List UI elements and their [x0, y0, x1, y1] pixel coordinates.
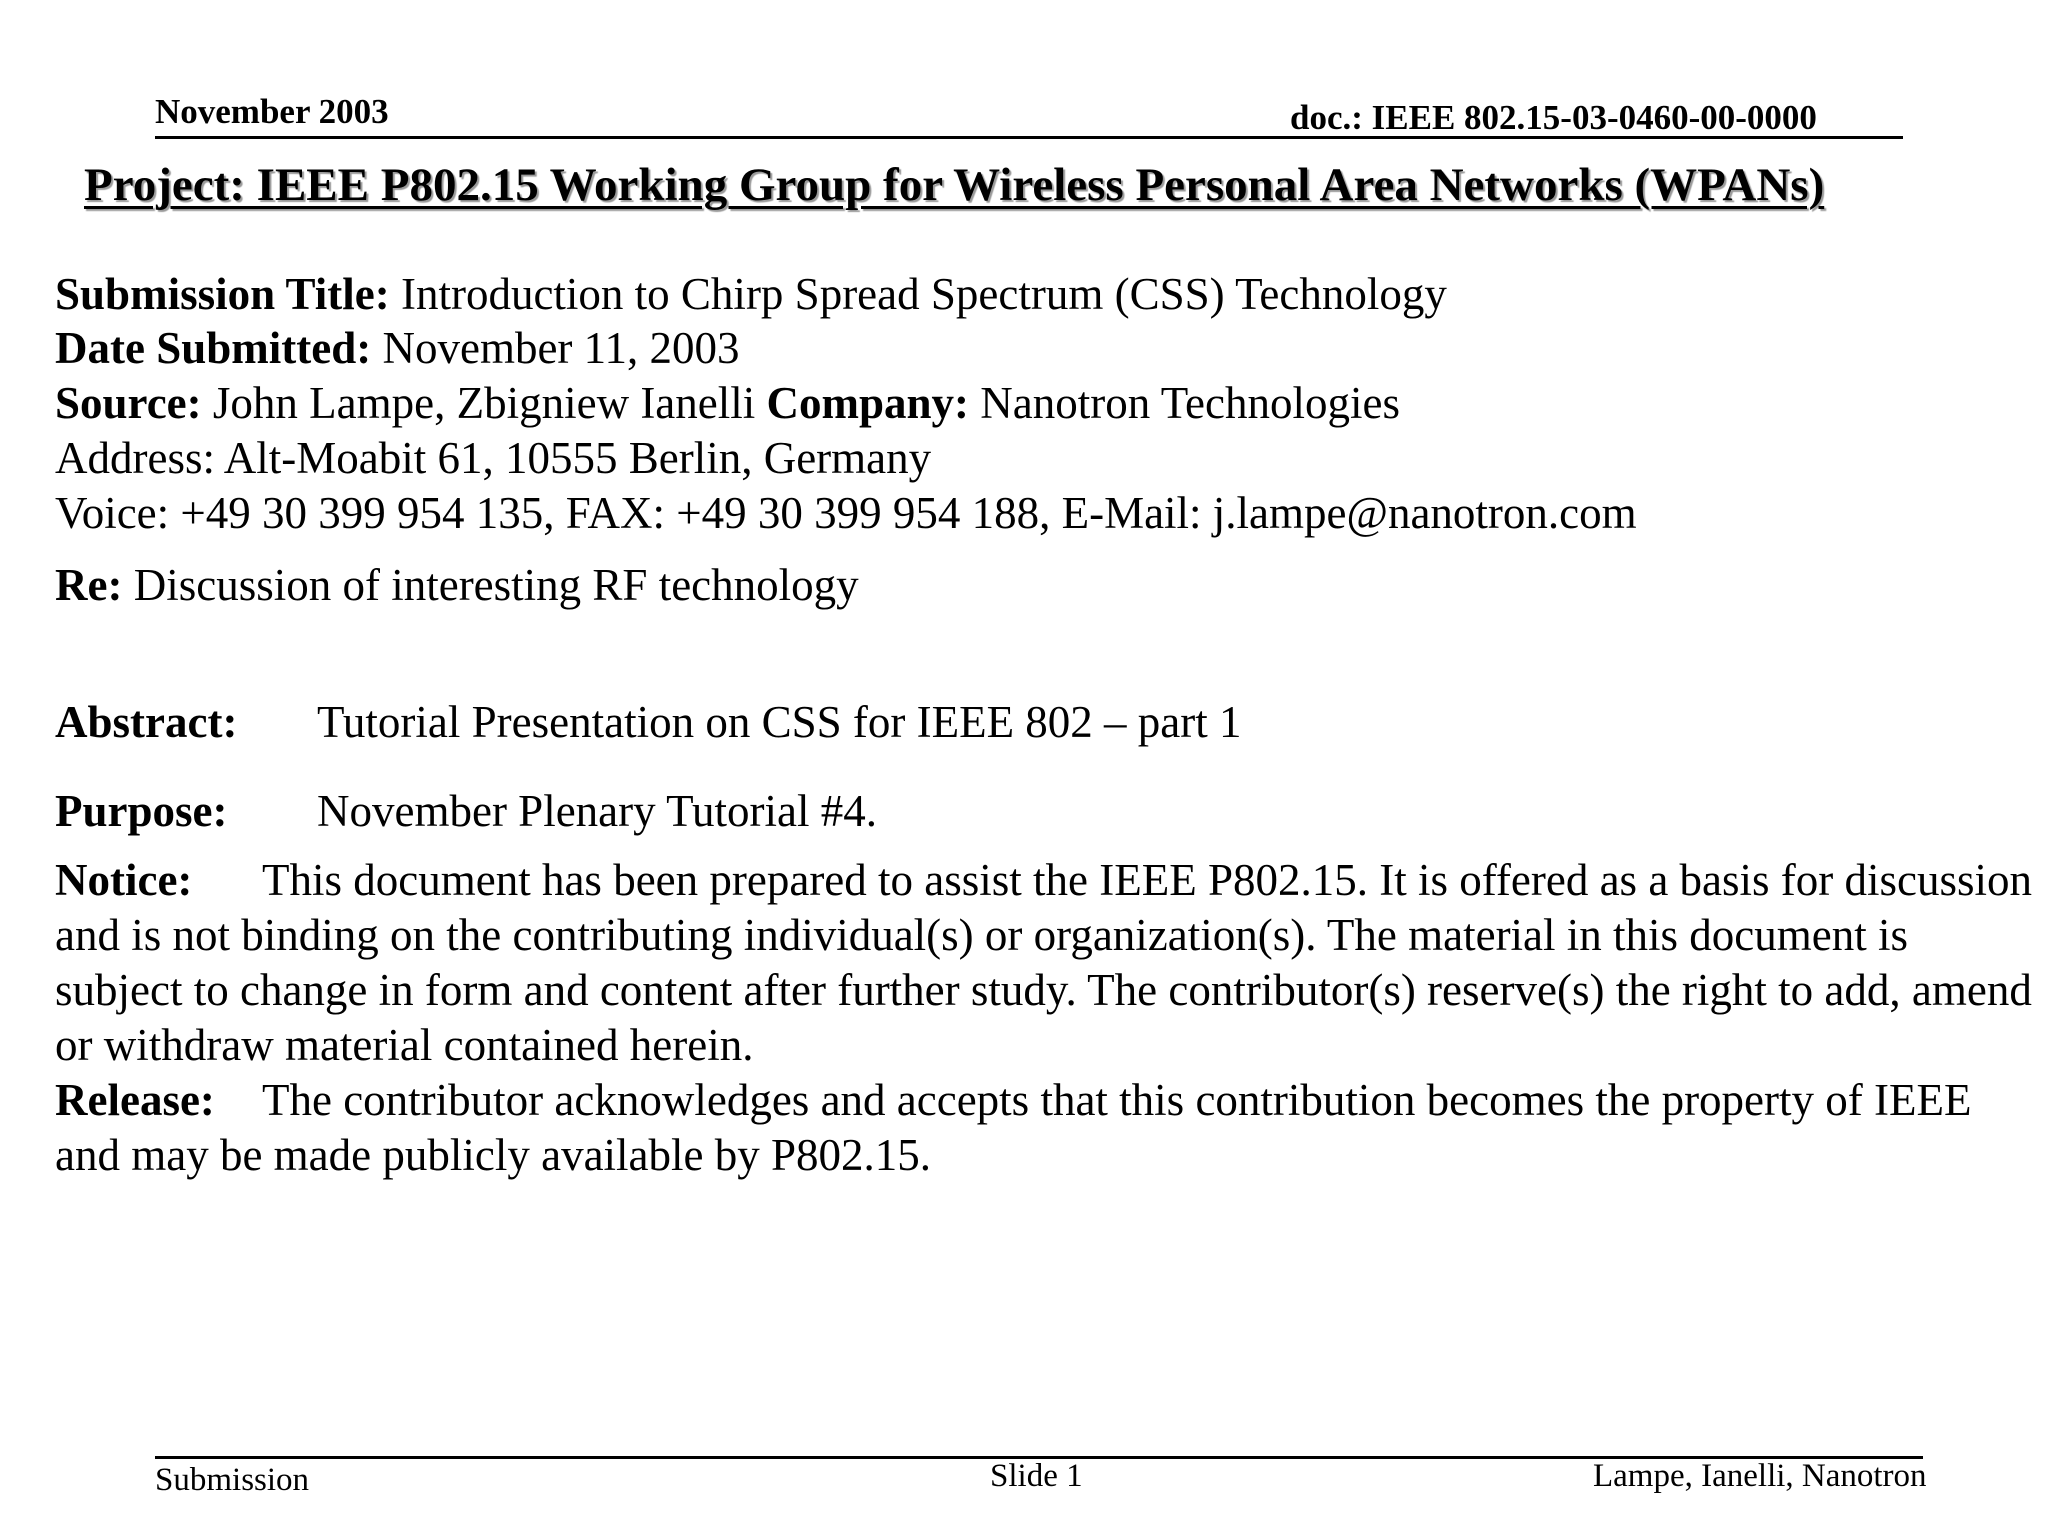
date-submitted-value: November 11, 2003 — [371, 323, 740, 373]
re-value: Discussion of interesting RF technology — [122, 560, 859, 610]
release-label: Release: — [55, 1075, 215, 1125]
date-submitted-line — [55, 322, 740, 374]
purpose-line — [55, 785, 1955, 837]
submission-title-value: Introduction to Chirp Spread Spectrum (CSS) Technology — [389, 269, 1447, 319]
address-line: Address: Alt-Moabit 61, 10555 Berlin, Germany — [55, 433, 932, 483]
purpose-label: Purpose: — [55, 786, 228, 836]
footer-authors: Lampe, Ianelli, Nanotron — [1593, 1458, 1927, 1494]
date-submitted-label: Date Submitted: — [55, 323, 372, 373]
release-text: The contributor acknowledges and accepts that this contribution becomes the property of IEEE and may be made publicly available by P802.15. — [55, 1075, 1972, 1180]
notice-paragraph — [55, 853, 2045, 1073]
abstract-value: Tutorial Presentation on CSS for IEEE 802 – part 1 — [317, 697, 1242, 747]
project-title: Project: IEEE P802.15 Working Group for Wireless Personal Area Networks (WPANs) — [84, 159, 1825, 211]
submission-title-label: Submission Title: — [55, 269, 390, 319]
footer-submission: Submission — [155, 1462, 310, 1498]
purpose-value: November Plenary Tutorial #4. — [317, 786, 877, 836]
abstract-line — [55, 696, 1955, 748]
header-date: November 2003 — [155, 92, 389, 131]
abstract-label: Abstract: — [55, 697, 238, 747]
company-value: Nanotron Technologies — [969, 378, 1400, 428]
release-paragraph — [55, 1073, 2045, 1183]
header-doc-id: doc.: IEEE 802.15-03-0460-00-0000 — [1290, 98, 1817, 137]
contact-line: Voice: +49 30 399 954 135, FAX: +49 30 399 954 188, E-Mail: j.lampe@nanotron.com — [55, 488, 1637, 538]
submission-title-line — [55, 268, 1447, 320]
header-divider — [155, 136, 1903, 139]
source-value: John Lampe, Zbigniew Ianelli — [201, 378, 767, 428]
notice-label: Notice: — [55, 855, 193, 905]
re-label: Re: — [55, 560, 123, 610]
re-line — [55, 559, 859, 611]
source-label: Source: — [55, 378, 202, 428]
source-line — [55, 377, 1400, 429]
footer-slide-number: Slide 1 — [990, 1458, 1083, 1494]
notice-text: This document has been prepared to assist the IEEE P802.15. It is offered as a basis for discussion and is not binding on the contributing individual(s) or organization(s). The material in this document is subject to change in form and content after further study. The contributor(s) reserve(s) the right to add, amend or withdraw material contained herein. — [55, 855, 2033, 1070]
company-label: Company: — [766, 378, 970, 428]
